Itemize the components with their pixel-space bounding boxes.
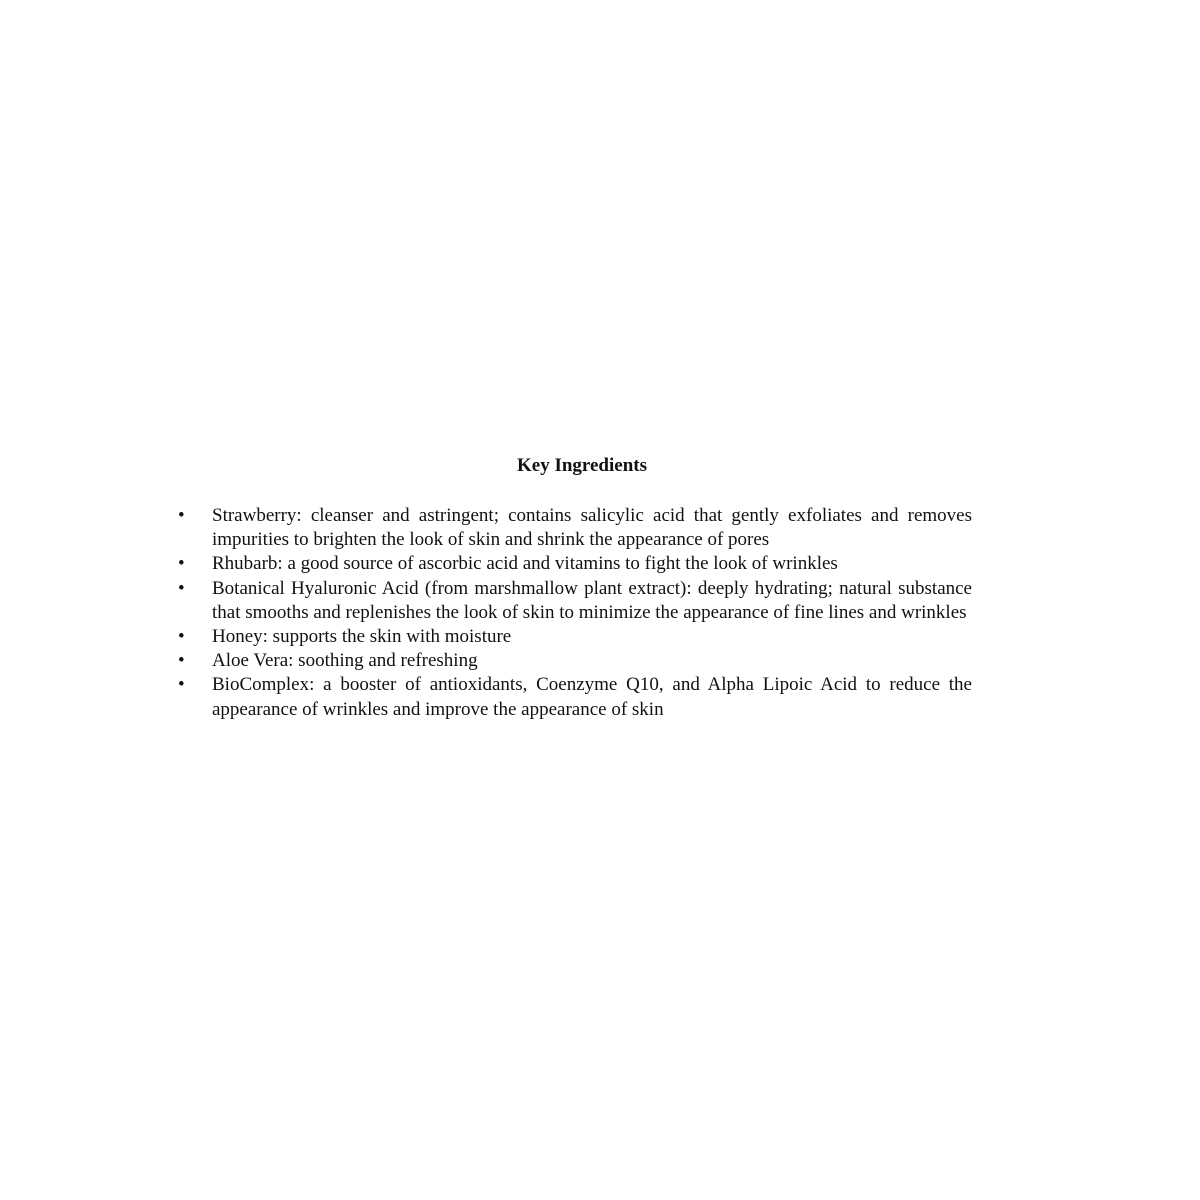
document-title: Key Ingredients	[516, 455, 647, 476]
bullet-icon: •	[178, 650, 185, 672]
list-item	[172, 673, 972, 721]
document-body	[172, 452, 972, 722]
list-item-text: Strawberry: cleanser and astringent; contains salicylic acid that gently exfoliates and removes impurities to brighten the look of skin and shrink the appearance of pores	[212, 505, 972, 551]
bullet-icon: •	[178, 674, 185, 696]
ingredient-list	[172, 504, 972, 722]
list-item-text: Honey: supports the skin with moisture	[212, 626, 512, 648]
bullet-icon: •	[178, 505, 185, 526]
bullet-icon: •	[178, 626, 185, 648]
list-item	[172, 625, 972, 649]
list-item-text: Rhubarb: a good source of ascorbic acid and vitamins to fight the look of wrinkles	[212, 553, 838, 575]
bullet-icon: •	[178, 577, 185, 599]
list-item-text: Aloe Vera: soothing and refreshing	[212, 650, 478, 672]
list-item-text: BioComplex: a booster of antioxidants, Coenzyme Q10, and Alpha Lipoic Acid to reduce the appearance of wrinkles and improve the appearance of skin	[212, 674, 972, 720]
list-item-text: Botanical Hyaluronic Acid (from marshmallow plant extract): deeply hydrating; natural substance that smooths and replenishes the look of skin to minimize the appearance of fine lines and wrinkles	[212, 577, 972, 623]
list-item	[172, 552, 972, 576]
list-item	[172, 504, 972, 552]
list-item	[172, 577, 972, 625]
bullet-icon: •	[178, 553, 185, 575]
list-item	[172, 649, 972, 673]
